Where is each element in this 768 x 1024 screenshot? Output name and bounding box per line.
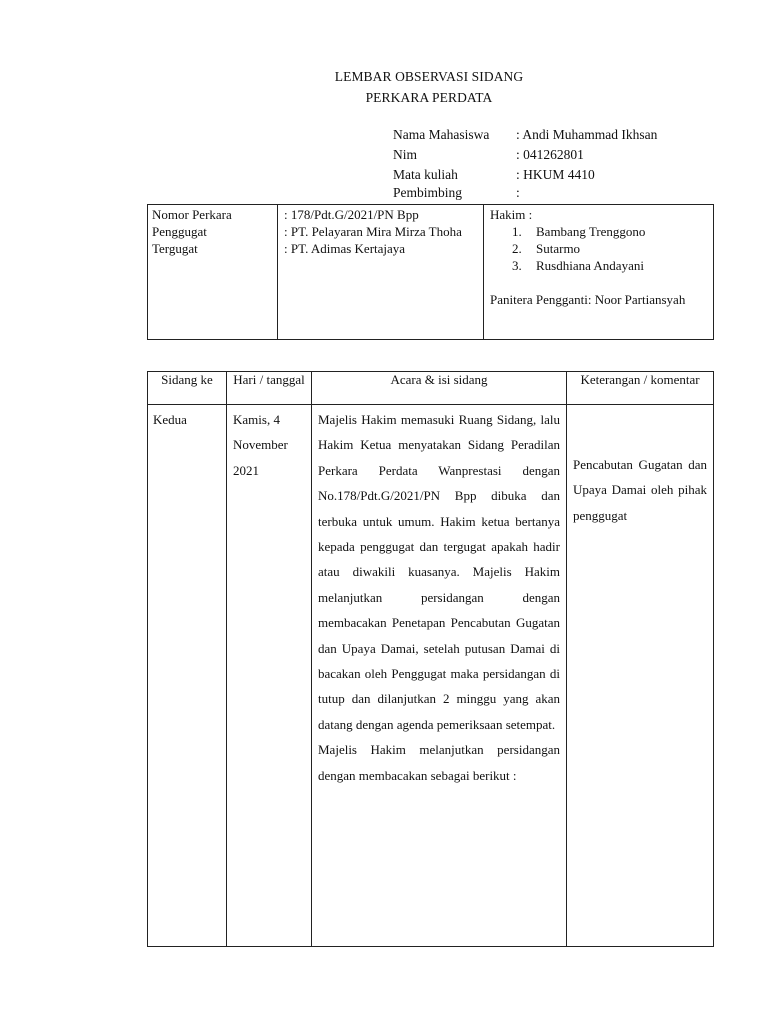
course-value: : HKUM 4410 (516, 167, 595, 182)
advisor-value: : (516, 185, 520, 200)
judges-cell (484, 205, 714, 340)
course-label: Mata kuliah (393, 167, 458, 182)
date-cell: Kamis, 4 November 2021 (227, 405, 312, 947)
name-label: Nama Mahasiswa (393, 127, 490, 142)
observation-table (147, 371, 714, 947)
comment-cell: Pencabutan Gugatan dan Upaya Damai oleh pihak penggugat (567, 405, 714, 947)
judge-item: 2. Sutarmo (512, 241, 581, 256)
clerk-text: Panitera Pengganti: Noor Partiansyah (490, 292, 686, 307)
plaintiff-value: : PT. Pelayaran Mira Mirza Thoha (284, 224, 462, 239)
judges-label: Hakim : (490, 207, 533, 222)
judges-list (490, 223, 713, 274)
case-number-label: Nomor Perkara (152, 207, 232, 222)
defendant-label: Tergugat (152, 241, 198, 256)
table-row (148, 405, 714, 947)
title-line-1: LEMBAR OBSERVASI SIDANG (334, 69, 524, 84)
header-comment: Keterangan / komentar (567, 372, 714, 405)
judge-item: 3. Rusdhiana Andayani (512, 258, 644, 273)
nim-label: Nim (393, 147, 418, 162)
content-paragraph-2: Majelis Hakim melanjutkan persidangan dengan membacakan sebagai berikut : (318, 742, 560, 783)
session-cell: Kedua (148, 405, 227, 947)
table-header-row (148, 372, 714, 405)
case-number-value: : 178/Pdt.G/2021/PN Bpp (284, 207, 419, 222)
advisor-label: Pembimbing (393, 185, 463, 200)
judge-item: 1. Bambang Trenggono (512, 224, 646, 239)
case-info-table (147, 204, 714, 340)
case-values-cell (278, 205, 484, 340)
name-value: : Andi Muhammad Ikhsan (516, 127, 658, 142)
title-line-2: PERKARA PERDATA (365, 90, 493, 105)
defendant-value: : PT. Adimas Kertajaya (284, 241, 406, 256)
content-paragraph-1: Majelis Hakim memasuki Ruang Sidang, lalu Hakim Ketua menyatakan Sidang Peradilan Perkara Perdata Wanprestasi dengan No.178/Pdt.G/2021/PN Bpp dibuka dan terbuka untuk umum. Hakim ketua bertanya kepada penggugat dan tergugat apakah hadir atau diwakili kuasanya. Majelis Hakim melanjutkan persidangan dengan membacakan Penetapan Pencabutan Gugatan dan Upaya Damai, setelah putusan Damai di bacakan oleh Penggugat maka persidangan di tutup dan dilanjutkan 2 minggu yang akan datang dengan agenda pemeriksaan setempat. (318, 412, 560, 732)
case-labels-cell (148, 205, 278, 340)
plaintiff-label: Penggugat (152, 224, 207, 239)
content-cell (312, 405, 567, 947)
header-session: Sidang ke (148, 372, 227, 405)
header-content: Acara & isi sidang (312, 372, 567, 405)
nim-value: : 041262801 (516, 147, 584, 162)
header-date: Hari / tanggal (227, 372, 312, 405)
